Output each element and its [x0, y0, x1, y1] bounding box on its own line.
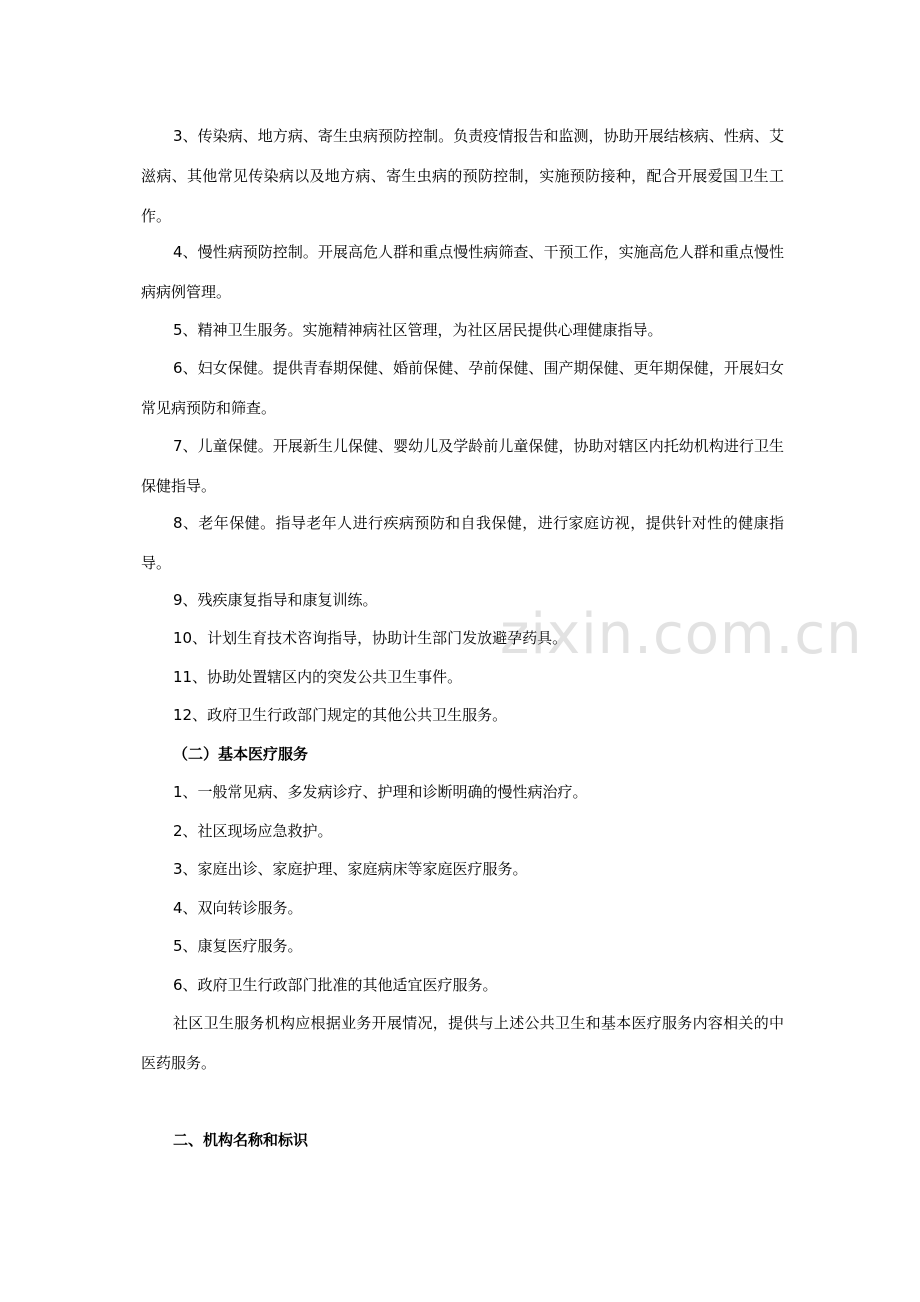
paragraph-item-9-rehabilitation: 9、残疾康复指导和康复训练。 — [173, 591, 378, 609]
watermark: zixin.com.cn — [500, 602, 863, 667]
paragraph-item-11-emergency: 11、协助处置辖区内的突发公共卫生事件。 — [173, 668, 463, 686]
paragraph-medical-item-2: 2、社区现场应急救护。 — [173, 822, 333, 840]
section-heading-institution-name: 二、机构名称和标识 — [173, 1131, 309, 1149]
paragraph-item-7-child-health: 7、儿童保健。开展新生儿保健、婴幼儿及学龄前儿童保健，协助对辖区内托幼机构进行卫生保健指导。 — [141, 437, 784, 495]
paragraph-tcm-services: 社区卫生服务机构应根据业务开展情况，提供与上述公共卫生和基本医疗服务内容相关的中医药服务。 — [141, 1014, 784, 1072]
paragraph-medical-item-6: 6、政府卫生行政部门批准的其他适宜医疗服务。 — [173, 976, 498, 994]
paragraph-item-3-infectious-disease: 3、传染病、地方病、寄生虫病预防控制。负责疫情报告和监测，协助开展结核病、性病、艾滋病、其他常见传染病以及地方病、寄生虫病的预防控制，实施预防接种，配合开展爱国卫生工作。 — [141, 127, 784, 225]
paragraph-item-10-family-planning: 10、计划生育技术咨询指导，协助计生部门发放避孕药具。 — [173, 629, 568, 647]
paragraph-item-4-chronic-disease: 4、慢性病预防控制。开展高危人群和重点慢性病筛查、干预工作，实施高危人群和重点慢性病病例管理。 — [141, 243, 784, 301]
paragraph-medical-item-5: 5、康复医疗服务。 — [173, 937, 303, 955]
paragraph-medical-item-4: 4、双向转诊服务。 — [173, 899, 303, 917]
paragraph-medical-item-3: 3、家庭出诊、家庭护理、家庭病床等家庭医疗服务。 — [173, 860, 528, 878]
section-heading-basic-medical: （二）基本医疗服务 — [173, 745, 309, 763]
paragraph-item-12-other-public-health: 12、政府卫生行政部门规定的其他公共卫生服务。 — [173, 706, 508, 724]
paragraph-item-8-elderly-health: 8、老年保健。指导老年人进行疾病预防和自我保健，进行家庭访视，提供针对性的健康指导。 — [141, 514, 784, 572]
paragraph-item-5-mental-health: 5、精神卫生服务。实施精神病社区管理，为社区居民提供心理健康指导。 — [173, 321, 663, 339]
paragraph-medical-item-1: 1、一般常见病、多发病诊疗、护理和诊断明确的慢性病治疗。 — [173, 783, 588, 801]
paragraph-item-6-women-health: 6、妇女保健。提供青春期保健、婚前保健、孕前保健、围产期保健、更年期保健，开展妇女常见病预防和筛查。 — [141, 359, 784, 417]
